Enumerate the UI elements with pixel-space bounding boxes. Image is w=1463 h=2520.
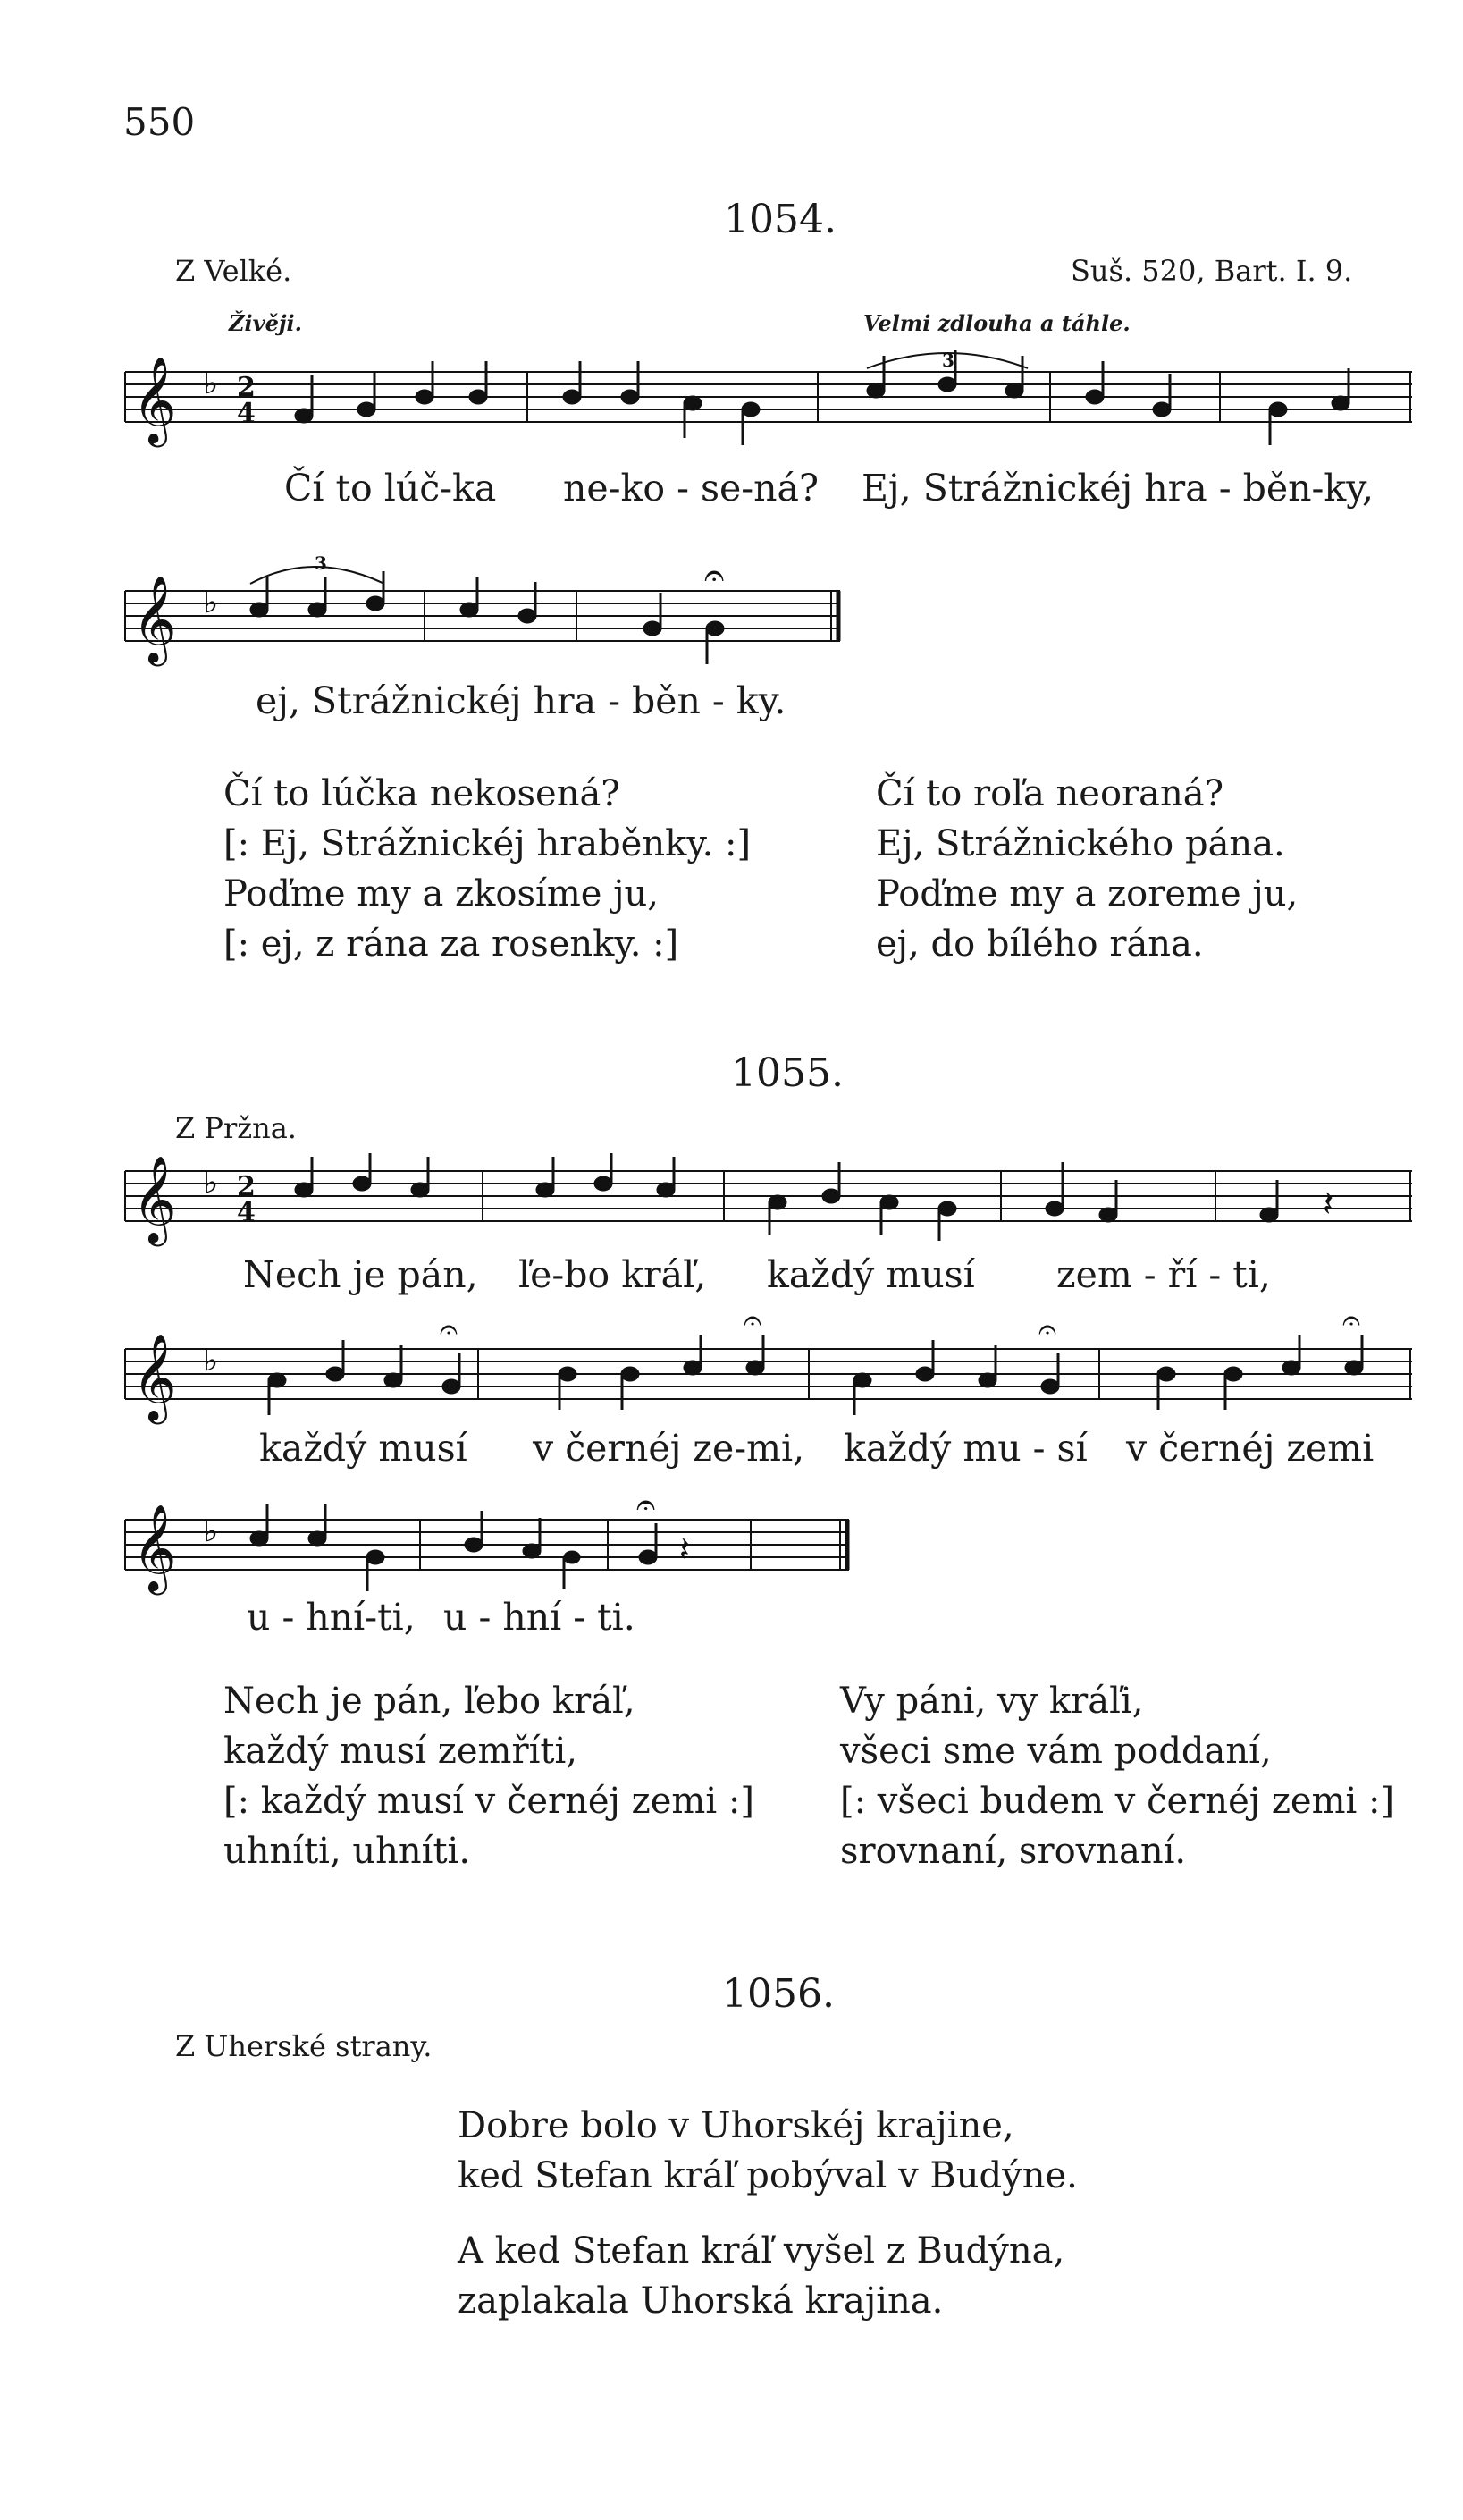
song-origin: Z Pržna.: [175, 1111, 297, 1145]
song-number: 1056.: [722, 1971, 835, 2017]
treble-clef-icon: 𝄞: [132, 575, 177, 662]
verse-line: Dobre bolo v Uhorskéj krajine,: [458, 2105, 1014, 2146]
lyric-text: u - hní - ti.: [443, 1596, 635, 1639]
music-staff: [125, 349, 1412, 483]
lyric-text: každý mu - sí: [844, 1427, 1088, 1470]
verse-line: A ked Stefan kráľ vyšel z Budýna,: [458, 2230, 1065, 2271]
verse-line: Čí to roľa neoraná?: [876, 773, 1224, 814]
rest-icon: 𝄽: [679, 1530, 690, 1569]
time-signature: 4: [237, 398, 256, 429]
lyric-text: každý musí: [767, 1253, 975, 1296]
stanza: [458, 2226, 1064, 2326]
lyric-text: v černéj ze-mi,: [533, 1427, 805, 1470]
fermata-icon: 𝄐: [744, 1302, 762, 1339]
song-origin: Z Uherské strany.: [175, 2029, 433, 2063]
song-origin: Z Velké.: [175, 254, 292, 288]
flat-icon: ♭: [204, 1343, 219, 1378]
treble-clef-icon: 𝄞: [132, 356, 177, 443]
verse-line: Nech je pán, ľebo kráľ,: [223, 1681, 635, 1722]
treble-clef-icon: 𝄞: [132, 1333, 177, 1420]
flat-icon: ♭: [204, 585, 219, 620]
treble-clef-icon: 𝄞: [132, 1504, 177, 1591]
lyric-text: Nech je pán,: [243, 1253, 478, 1296]
triplet-marking: 3: [942, 350, 954, 371]
lyric-text: Čí to lúč-ka: [284, 467, 497, 510]
verse-line: srovnaní, srovnaní.: [840, 1831, 1187, 1872]
flat-icon: ♭: [204, 1165, 219, 1201]
stanza: [458, 2101, 1078, 2201]
verse-line: všeci sme vám poddaní,: [840, 1731, 1272, 1772]
verse-line: [: Ej, Strážnickéj hraběnky. :]: [223, 823, 752, 864]
verse-line: Poďme my a zkosíme ju,: [223, 873, 660, 914]
tempo-marking: Živěji.: [229, 310, 303, 336]
verse-line: Vy páni, vy kráľi,: [840, 1681, 1144, 1722]
lyric-text: v černéj zemi: [1126, 1427, 1375, 1470]
verse-line: Poďme my a zoreme ju,: [876, 873, 1299, 914]
verse-line: každý musí zemříti,: [223, 1731, 577, 1772]
fermata-icon: 𝄐: [440, 1311, 458, 1348]
lyric-text: každý musí: [259, 1427, 467, 1470]
song-number: 1054.: [724, 197, 837, 242]
time-signature: 2: [237, 1171, 256, 1202]
lyric-text: Ej, Strážnickéj hra - běn-ky,: [862, 467, 1374, 510]
verse-line: zaplakala Uhorská krajina.: [458, 2280, 944, 2322]
time-signature: 4: [237, 1197, 256, 1228]
rest-icon: 𝄽: [1323, 1184, 1334, 1225]
lyric-text: ne-ko - se-ná?: [563, 467, 819, 510]
verse-left: [223, 1676, 754, 1876]
music-staff: [125, 1484, 849, 1609]
page-number: 550: [123, 100, 196, 144]
treble-clef-icon: 𝄞: [132, 1155, 177, 1243]
fermata-icon: 𝄐: [1342, 1302, 1361, 1339]
verse-line: Ej, Strážnického pána.: [876, 823, 1285, 864]
music-staff: [125, 1153, 1412, 1269]
fermata-icon: 𝄐: [704, 555, 725, 596]
tempo-marking: Velmi zdlouha a táhle.: [863, 310, 1131, 336]
music-staff: [125, 541, 840, 675]
song-number: 1055.: [731, 1050, 844, 1096]
flat-icon: ♭: [204, 366, 219, 401]
lyric-text: ľe-bo kráľ,: [518, 1253, 707, 1296]
triplet-marking: 3: [315, 552, 327, 574]
verse-line: uhníti, uhníti.: [223, 1831, 471, 1872]
song-source: Suš. 520, Bart. I. 9.: [1071, 254, 1353, 288]
verse-line: Čí to lúčka nekosená?: [223, 773, 620, 814]
lyric-text: zem - ří - ti,: [1056, 1253, 1271, 1296]
verse-right: [876, 769, 1298, 969]
verse-line: ej, do bílého rána.: [876, 923, 1204, 965]
lyric-text: u - hní-ti,: [247, 1596, 416, 1639]
lyric-text: ej, Strážnickéj hra - běn - ky.: [256, 679, 786, 722]
verse-line: [: ej, z rána za rosenky. :]: [223, 923, 679, 965]
flat-icon: ♭: [204, 1513, 219, 1549]
verse-left: [223, 769, 751, 969]
fermata-icon: 𝄐: [1038, 1311, 1057, 1348]
verse-line: ked Stefan kráľ pobýval v Budýne.: [458, 2155, 1078, 2196]
fermata-icon: 𝄐: [636, 1485, 656, 1524]
verse-line: [: všeci budem v černéj zemi :]: [840, 1781, 1395, 1822]
verse-line: [: každý musí v černéj zemi :]: [223, 1781, 754, 1822]
verse-right: [840, 1676, 1394, 1876]
music-staff: [125, 1302, 1412, 1435]
time-signature: 2: [237, 372, 256, 403]
